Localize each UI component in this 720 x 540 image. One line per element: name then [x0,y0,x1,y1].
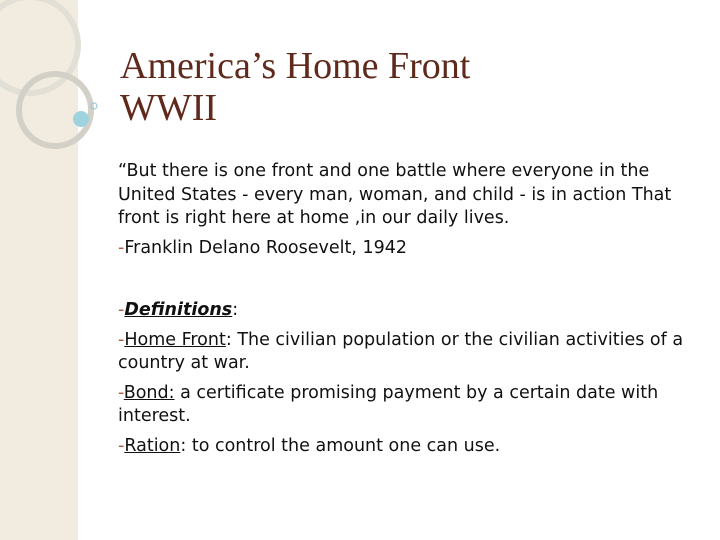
definition-term: Ration [124,435,181,456]
definition-separator: : [225,329,232,350]
quote-attribution-line [118,237,688,261]
bullet-dash: - [118,435,125,456]
bullet-dash: - [118,329,125,350]
definitions-heading-suffix: : [232,300,239,320]
definition-text: to control the amount one can use. [186,435,501,456]
bullet-dash: - [118,382,124,403]
definition-item-home-front [118,329,688,376]
definitions-heading-line [118,299,688,323]
quote-text: “But there is one front and one battle where everyone in the United States - every man, woman, and child - is in action That front is right here at home ,in our daily lives. [118,161,672,228]
spacer [118,266,688,299]
title-line-2: WWII [120,87,218,129]
definitions-heading: Definitions [124,300,233,320]
definition-separator: : [180,435,187,456]
definition-text: The civilian population or the civilian activities of a country at war. [118,329,684,373]
definition-item-ration [118,435,688,459]
definition-term: Bond: [123,382,175,403]
definition-term: Home Front [124,329,226,350]
definition-text: a certificate promising payment by a certain date with interest. [118,382,659,426]
slide-title [120,45,680,129]
title-line-1: America’s Home Front [120,45,471,87]
decor-dot-blue [73,111,89,127]
bullet-dash: - [118,300,125,320]
quote-attribution: Franklin Delano Roosevelt, 1942 [124,237,408,258]
bullet-dash: - [118,237,125,258]
slide-body [118,160,688,464]
definition-item-bond [118,382,688,429]
